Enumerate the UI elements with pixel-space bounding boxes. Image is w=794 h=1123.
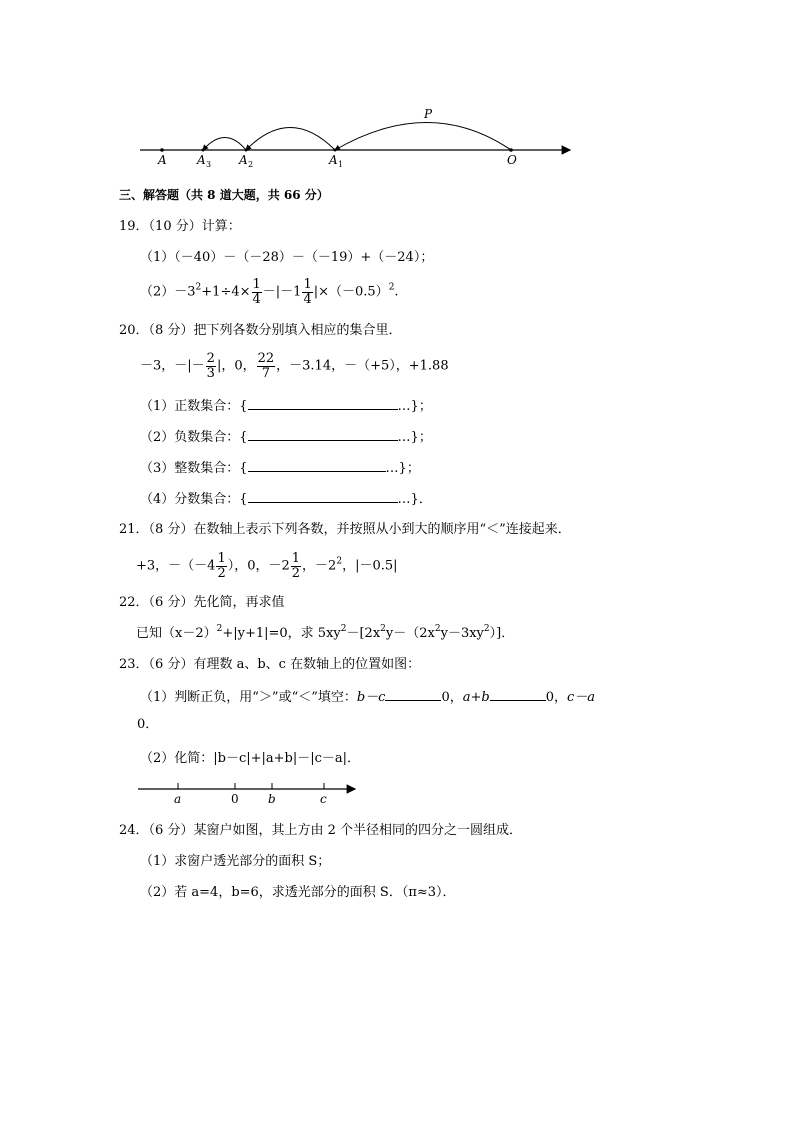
q22-expression: 已知$(x-2)^2+|y+1|=0$，求 $5xy^2-[2x^2y-(2x^2y-3xy^2)]$．: [136, 624, 515, 641]
number-line-figure: [130, 100, 590, 175]
blank-fraction[interactable]: [248, 491, 398, 503]
blank-a-plus-b[interactable]: [490, 689, 546, 701]
label-A: A: [158, 153, 167, 167]
q19-part1: （1）（－40）－（－28）－（－19）+（－24）；: [140, 250, 434, 265]
point-A: [160, 148, 164, 152]
q22-head: 22．（6 分）先化简，再求值: [119, 595, 285, 610]
q19-part2: $(2)-3^2+1\div 4\times$ $\frac{1}{4}$ －|－1 $\frac{1}{4}$ $|\times(-0.5)^2$.: [140, 277, 399, 307]
q20-head: 20．（8 分）把下列各数分别填入相应的集合里．: [119, 323, 402, 338]
q20-set-negative: （2）负数集合：{ …}；: [140, 430, 432, 445]
q24-head: 24．（6 分）某窗户如图，其上方由 2 个半径相同的四分之一圆组成．: [119, 823, 522, 838]
label-c: c: [320, 792, 327, 806]
q20-set-positive: （1）正数集合：{ …}；: [140, 399, 432, 414]
q23-head: 23．（6 分）有理数 a、b、c 在数轴上的位置如图：: [119, 657, 421, 672]
q20-set-integer: （3）整数集合：{ …}；: [140, 461, 420, 476]
q24-part2: （2）若 a=4，b=6，求透光部分的面积 S．（π≈3）．: [140, 885, 456, 900]
label-zero: 0: [231, 792, 239, 806]
label-A2-sub: 2: [248, 160, 254, 169]
q23-part1: （1）判断正负，用“＞”或“＜”填空：b－c 0，a+b 0，c－a: [140, 690, 596, 705]
label-A2: A: [239, 153, 248, 167]
blank-positive[interactable]: [248, 398, 398, 410]
blank-negative[interactable]: [248, 429, 398, 441]
section-title: 三、解答题（共 8 道大题，共 66 分）: [119, 188, 329, 202]
arc-O-A1: [335, 123, 511, 151]
label-P: P: [424, 107, 433, 121]
label-A1-sub: 1: [338, 160, 344, 169]
q20-set-fraction: （4）分数集合：{ …}．: [140, 492, 432, 507]
label-a: a: [174, 792, 182, 806]
label-A3: A: [197, 153, 206, 167]
q19-head: 19．（10 分）计算：: [119, 219, 241, 234]
q21-numbers: +3，－（－4 $\frac{1}{2}$ ），0，－2 $\frac{1}{2}$ ，$-2^2$，|－0.5|: [136, 551, 398, 581]
arc-A2-A3: [203, 138, 246, 151]
q24-part1: （1）求窗户透光部分的面积 S；: [140, 854, 331, 869]
blank-b-minus-c[interactable]: [385, 689, 441, 701]
q23-part1-tail: 0．: [137, 717, 159, 732]
label-A3-sub: 3: [206, 160, 212, 169]
blank-integer[interactable]: [248, 460, 386, 472]
label-b: b: [268, 792, 276, 806]
q21-head: 21．（8 分）在数轴上表示下列各数，并按照从小到大的顺序用“＜”连接起来．: [119, 522, 571, 537]
q20-numbers: －3，－|－ $\frac{2}{3}$ |，0， $\frac{22}{7}$ ，－3.14，－（+5），+1.88: [140, 351, 449, 381]
q23-part2: （2）化简：|b－c|+|a+b|－|c－a|．: [140, 751, 361, 766]
label-A1: A: [329, 153, 338, 167]
label-O: O: [507, 153, 517, 167]
abc-number-line: [130, 775, 370, 810]
arc-A1-A2: [246, 128, 335, 151]
